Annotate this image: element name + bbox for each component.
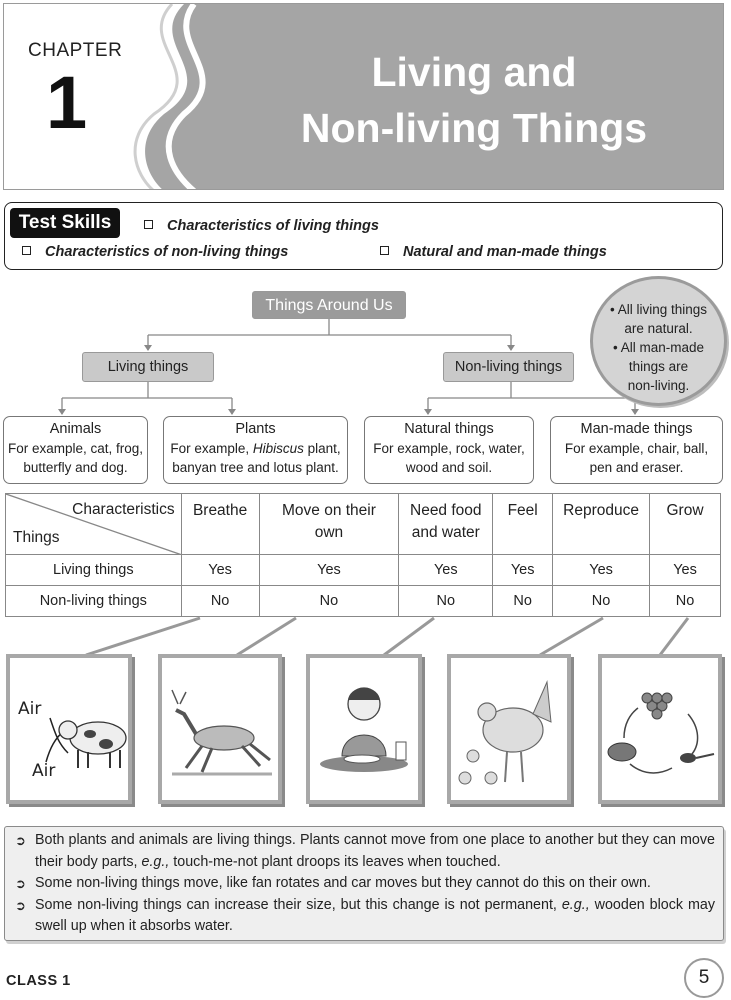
chapter-label: CHAPTER <box>28 40 123 61</box>
chart-plants-box: Plants For example, Hibiscus plant, banyan tree and lotus plant. <box>163 416 348 484</box>
column-header: Move on their own <box>259 494 399 555</box>
table-corner-cell: Characteristics Things <box>6 494 182 555</box>
photo-cow-breathing <box>6 654 132 804</box>
footer-class-label: CLASS 1 <box>6 973 71 989</box>
note-item: ➲ Some non-living things can increase their size, but this change is not permanent, e.g., wooden block may swell up when it absorbs water. <box>15 896 715 934</box>
info-bubble: • All living things are natural. • All man-made things are non-living. <box>590 276 727 406</box>
svg-text:Air: Air <box>32 761 56 781</box>
svg-text:Air: Air <box>18 699 42 719</box>
column-header: Grow <box>650 494 721 555</box>
skill-item: Natural and man-made things <box>380 244 607 260</box>
arrow-bullet-icon: ➲ <box>15 876 26 891</box>
skill-item: Characteristics of living things <box>144 218 379 234</box>
photo-boy-eating <box>306 654 422 804</box>
chart-root-box: Things Around Us <box>252 291 406 319</box>
column-header: Reproduce <box>553 494 650 555</box>
photo-frog-life-cycle <box>598 654 722 804</box>
column-header: Need food and water <box>399 494 493 555</box>
chart-nonliving-box: Non-living things <box>443 352 574 382</box>
chart-natural-box: Natural things For example, rock, water, wood and soil. <box>364 416 534 484</box>
photo-connectors <box>0 615 731 657</box>
characteristics-table <box>5 493 721 617</box>
notes-box <box>4 826 724 941</box>
table-row: Non-living things No No No No No No <box>6 586 721 617</box>
page-number: 5 <box>684 958 724 998</box>
note-item: ➲ Some non-living things move, like fan rotates and car moves but they cannot do this on their own. <box>15 873 715 895</box>
arrow-bullet-icon: ➲ <box>15 833 26 848</box>
chart-animals-box: Animals For example, cat, frog, butterfly and dog. <box>3 416 148 484</box>
chart-living-box: Living things <box>82 352 214 382</box>
test-skills-label: Test Skills <box>10 208 120 238</box>
photo-deer-running <box>158 654 282 804</box>
chart-manmade-box: Man-made things For example, chair, ball, pen and eraser. <box>550 416 723 484</box>
skill-item: Characteristics of non-living things <box>22 244 288 260</box>
column-header: Breathe <box>181 494 259 555</box>
photo-hen-and-chicks <box>447 654 571 804</box>
page-title: Living and Non-living Things <box>300 49 648 151</box>
chapter-number: 1 <box>46 61 88 144</box>
arrow-bullet-icon: ➲ <box>15 897 26 913</box>
note-item: ➲ Both plants and animals are living things. Plants cannot move from one place to another but they can move their body parts, e.g., touch-me-not plant droops its leaves when touched. <box>15 832 715 870</box>
column-header: Feel <box>493 494 553 555</box>
table-row: Living things Yes Yes Yes Yes Yes Yes <box>6 555 721 586</box>
